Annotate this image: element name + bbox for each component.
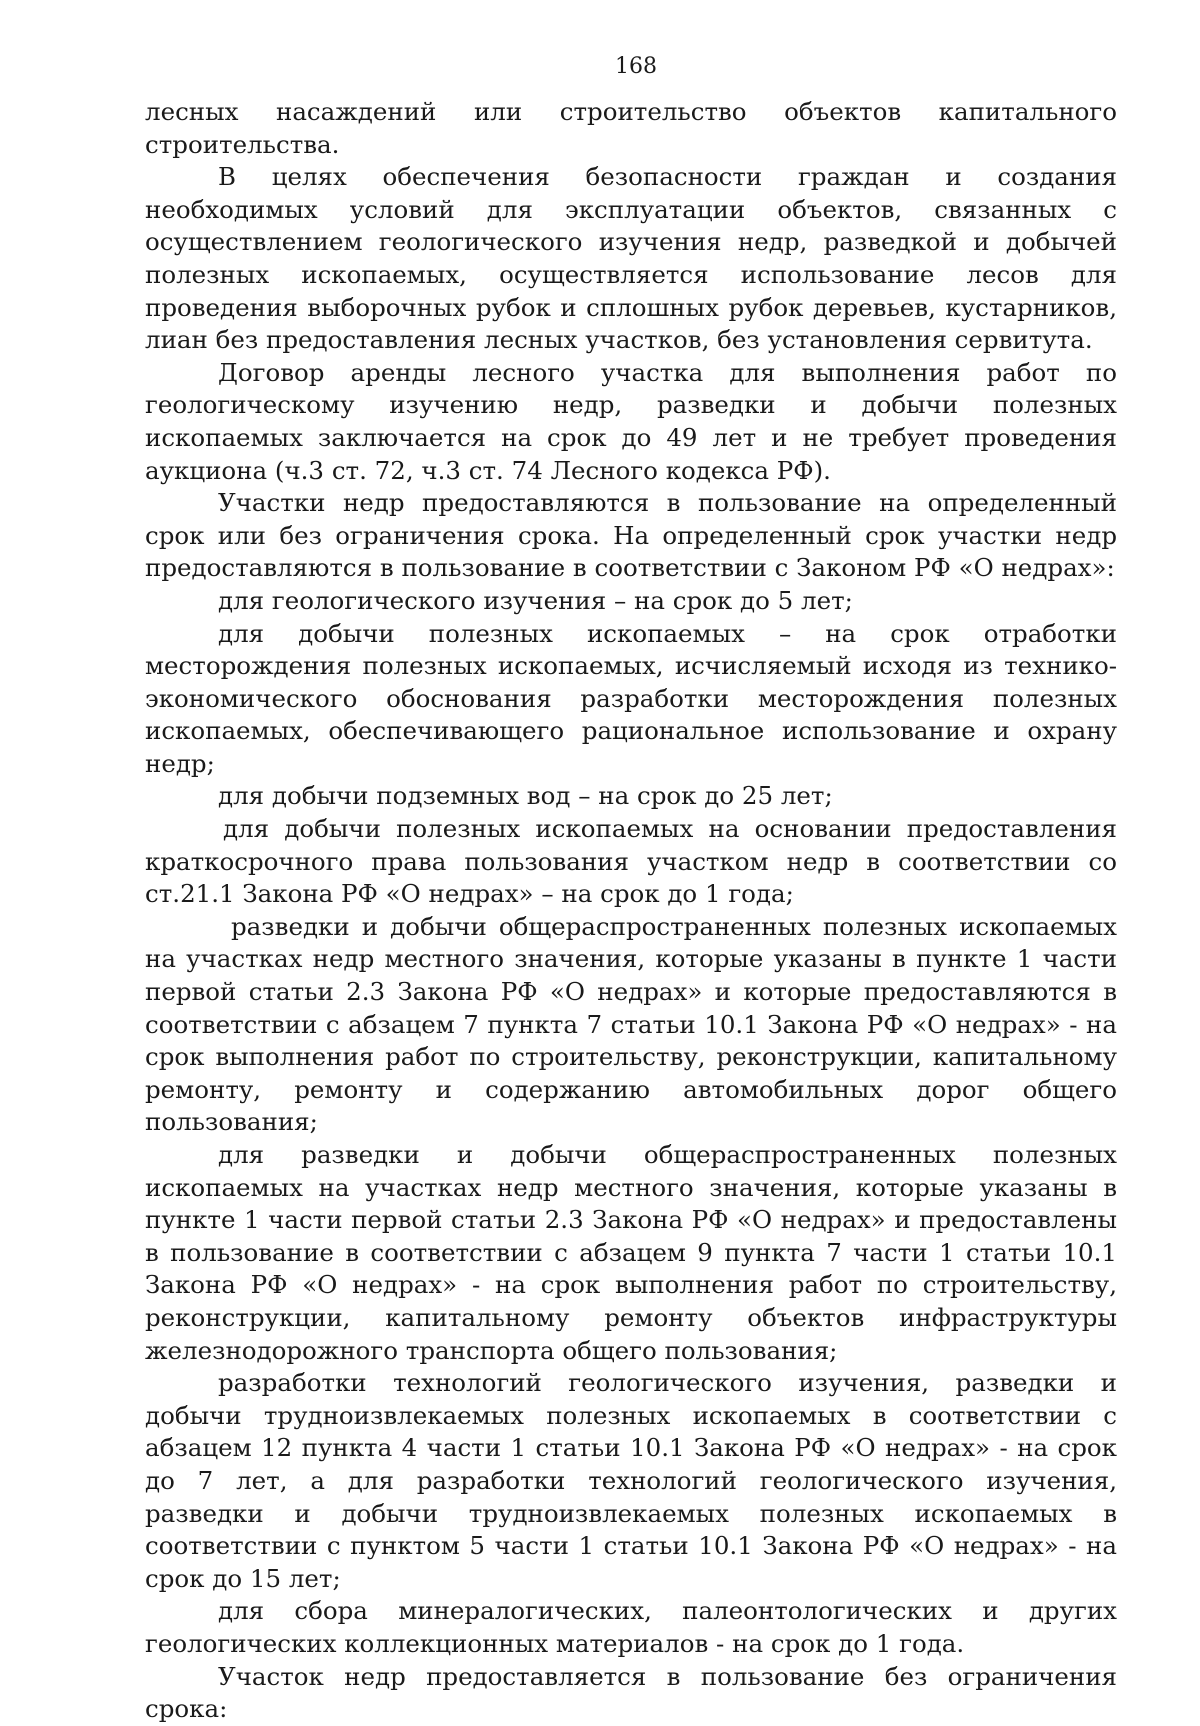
list-item-railway-works: для разведки и добычи общераспространенных полезных ископаемых на участках недр местного значения, которые указаны в пункте 1 части первой статьи 2.3 Закона РФ «О недрах» и предоставлены в пользование в соответствии с абзацем 9 пункта 7 части 1 статьи 10.1 Закона РФ «О недрах» - на срок выполнения работ по строительству, реконструкции, капитальному ремонту объектов инфраструктуры железнодорожного транспорта общего пользования; <box>145 1140 1117 1365</box>
paragraph-2: В целях обеспечения безопасности граждан и создания необходимых условий для эксплуатации объектов, связанных с осуществлением геологического изучения недр, разведкой и добычей полезных ископаемых, осуществляется использование лесов для проведения выборочных рубок и сплошных рубок деревьев, кустарников, лиан без предоставления лесных участков, без установления сервитута. <box>145 162 1117 355</box>
paragraph-4: Участки недр предоставляются в пользование на определенный срок или без ограничения срока. На определенный срок участки недр предоставляются в пользование в соответствии с Законом РФ «О недрах»: <box>145 488 1117 583</box>
list-item-geological-study: для геологического изучения – на срок до 5 лет; <box>218 585 853 615</box>
paragraph-1: лесных насаждений или строительство объектов капитального строительства. <box>145 97 1117 159</box>
list-item-hard-to-recover: разработки технологий геологического изучения, разведки и добычи трудноизвлекаемых полезных ископаемых в соответствии с абзацем 12 пункта 4 части 1 статьи 10.1 Закона РФ «О недрах» - на срок до 7 лет, а для разработки технологий геологического изучения, разведки и добычи трудноизвлекаемых полезных ископаемых в соответствии с пунктом 5 части 1 статьи 10.1 Закона РФ «О недрах» - на срок до 15 лет; <box>145 1368 1117 1593</box>
list-item-short-term-right: для добычи полезных ископаемых на основании предоставления краткосрочного права пользования участком недр в соответствии со ст.21.1 Закона РФ «О недрах» – на срок до 1 года; <box>145 814 1117 909</box>
page-number: 168 <box>615 54 657 79</box>
paragraph-unlimited-term: Участок недр предоставляется в пользование без ограничения срока: <box>145 1661 1117 1724</box>
document-page <box>145 52 1117 1726</box>
list-item-road-works: разведки и добычи общераспространенных полезных ископаемых на участках недр местного значения, которые указаны в пункте 1 части первой статьи 2.3 Закона РФ «О недрах» и которые предоставляются в соответствии с абзацем 7 пункта 7 статьи 10.1 Закона РФ «О недрах» - на срок выполнения работ по строительству, реконструкции, капитальному ремонту, ремонту и содержанию автомобильных дорог общего пользования; <box>145 911 1117 1137</box>
list-item-collections: для сбора минералогических, палеонтологических и других геологических коллекционных материалов - на срок до 1 года. <box>145 1596 1117 1658</box>
list-item-mineral-extraction: для добычи полезных ископаемых – на срок отработки месторождения полезных ископаемых, исчисляемый исходя из технико-экономического обоснования разработки месторождения полезных ископаемых, обеспечивающего рациональное использование и охрану недр; <box>145 618 1117 778</box>
list-item-groundwater: для добычи подземных вод – на срок до 25 лет; <box>218 781 833 811</box>
paragraph-3: Договор аренды лесного участка для выполнения работ по геологическому изучению недр, разведки и добычи полезных ископаемых заключается на срок до 49 лет и не требует проведения аукциона (ч.3 ст. 72, ч.3 ст. 74 Лесного кодекса РФ). <box>145 357 1117 485</box>
